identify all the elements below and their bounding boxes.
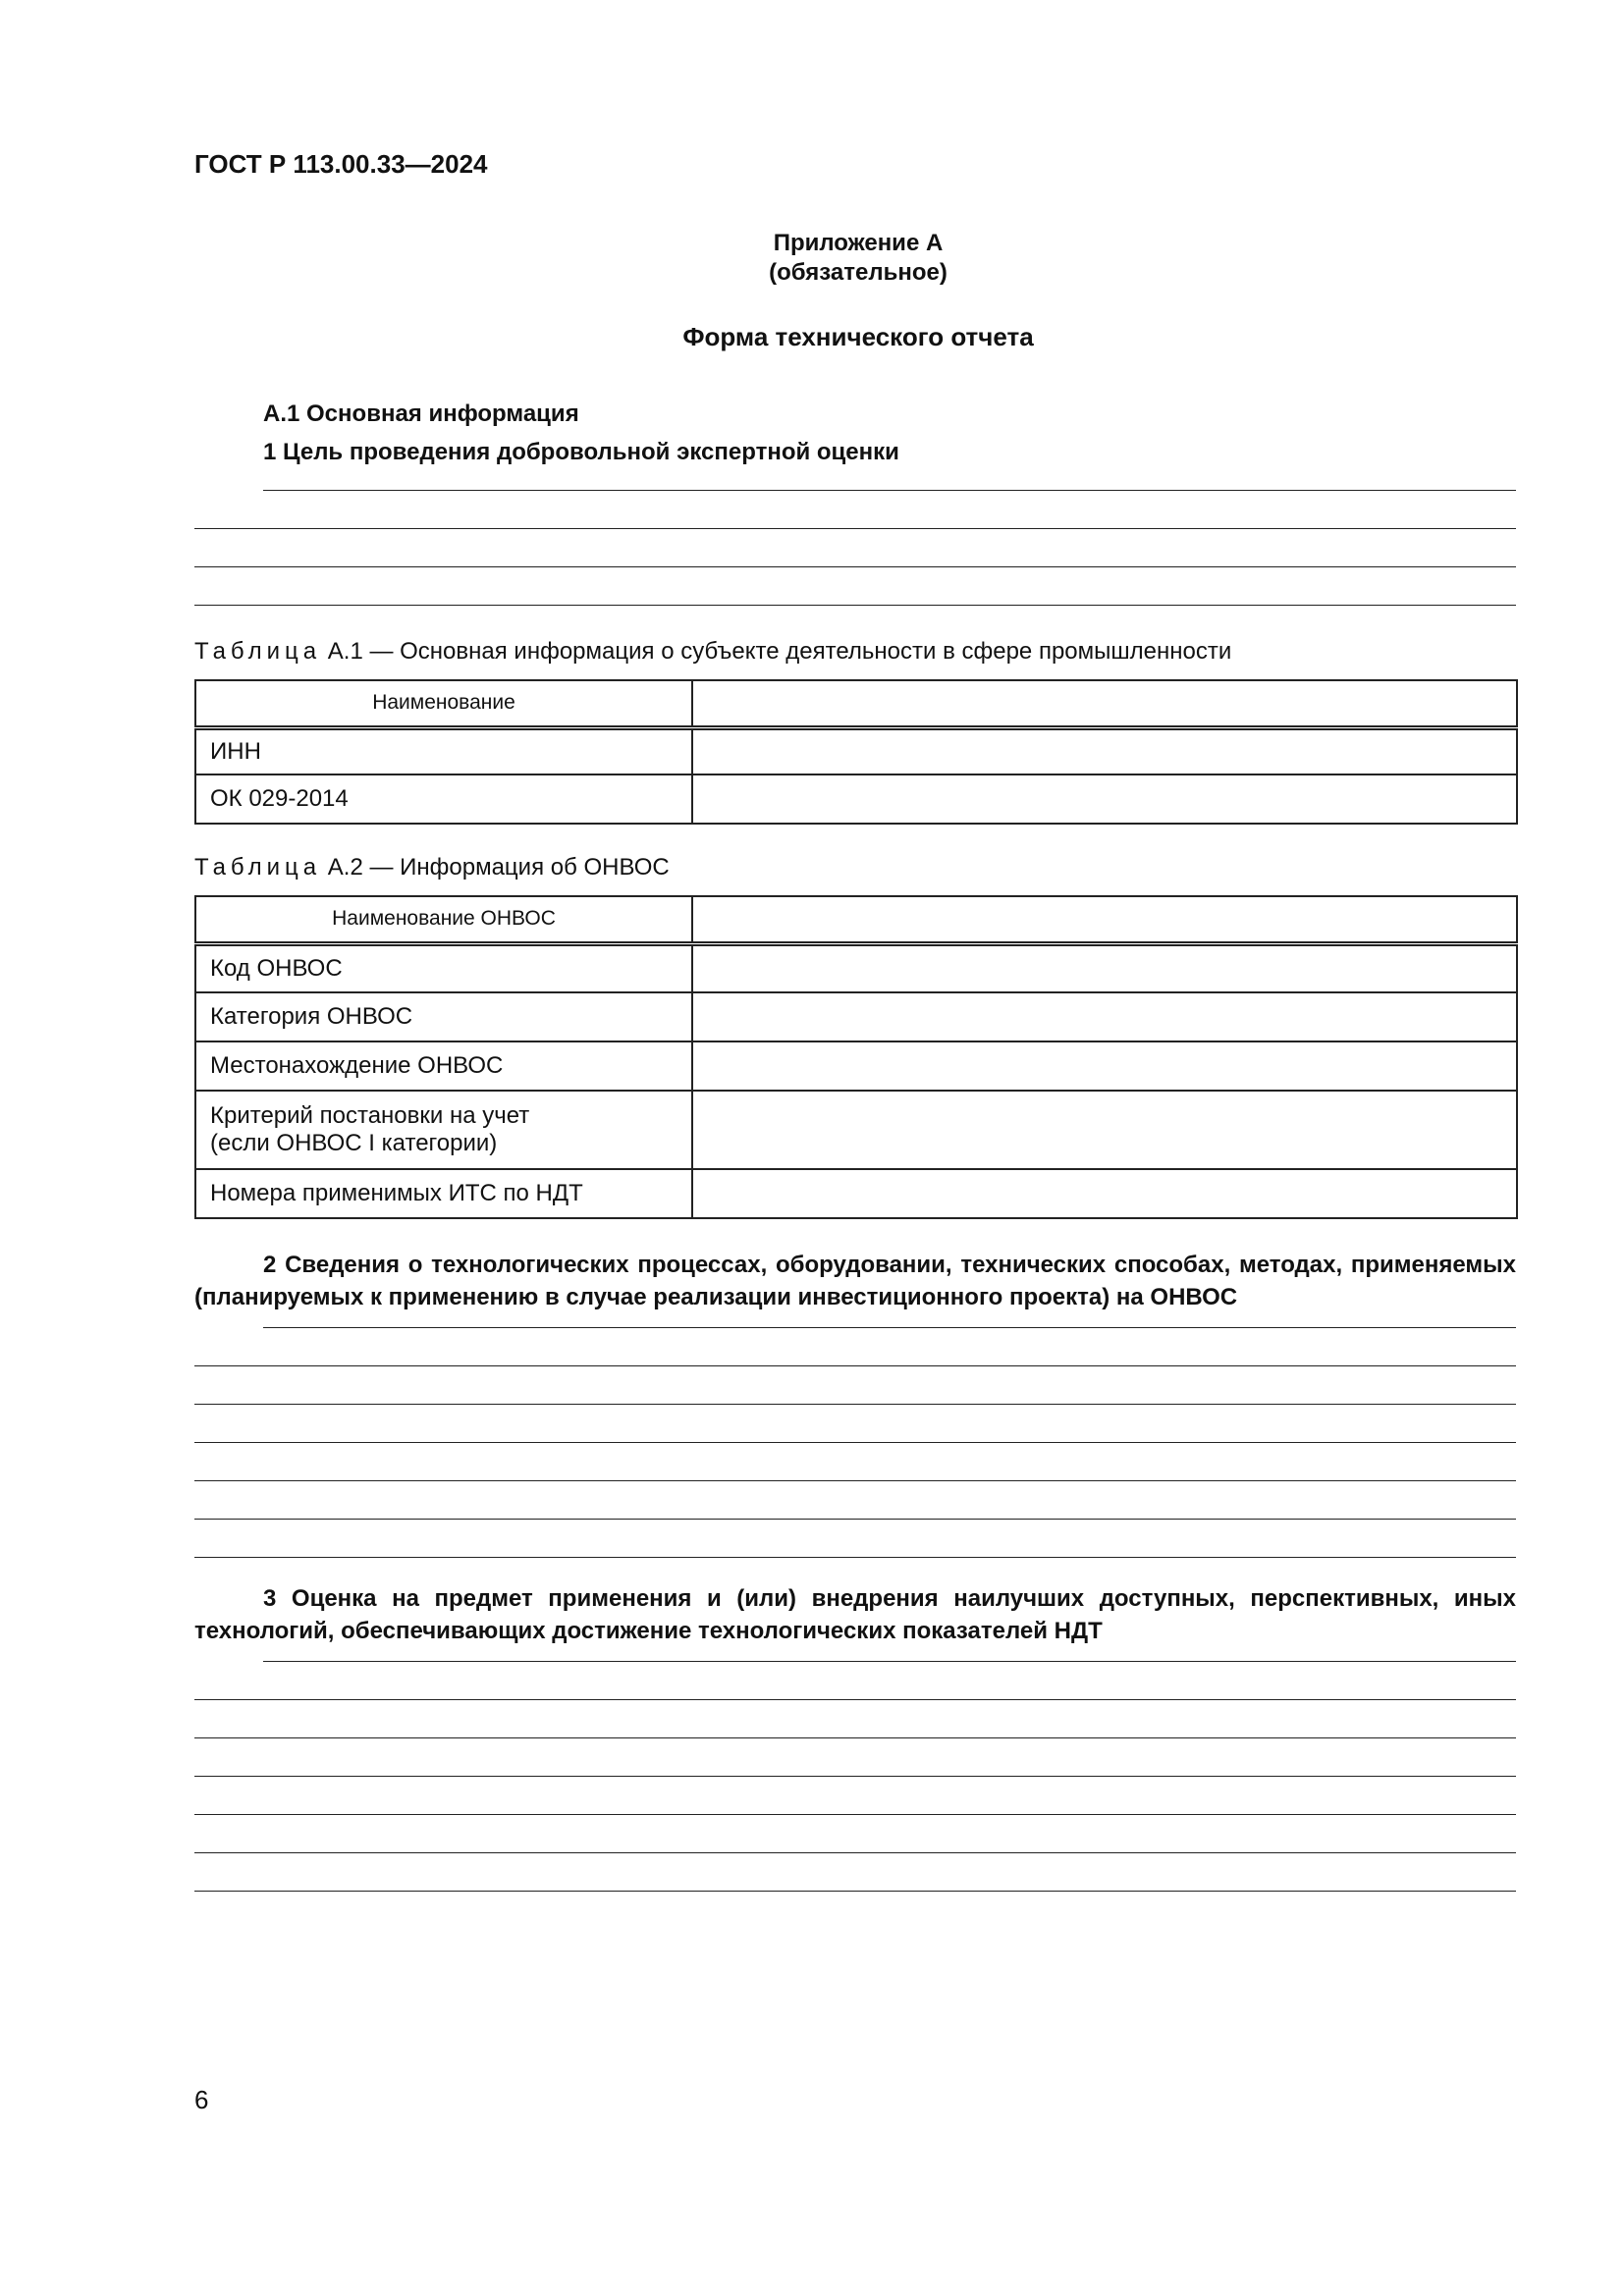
blank-line[interactable] bbox=[194, 1814, 1516, 1815]
table-a2-label-its: Номера применимых ИТС по НДТ bbox=[195, 1169, 692, 1218]
table-a2-label-location: Местонахождение ОНВОС bbox=[195, 1041, 692, 1091]
table-a2-label-code: Код ОНВОС bbox=[195, 943, 692, 992]
blank-line[interactable] bbox=[194, 605, 1516, 606]
blank-line[interactable] bbox=[194, 1557, 1516, 1558]
section3-heading: 3 Оценка на предмет применения и (или) внедрения наилучших доступных, перспективных, иных технологий, обеспечивающих достижение технологических показателей НДТ bbox=[194, 1585, 1516, 1644]
blank-line[interactable] bbox=[194, 566, 1516, 567]
table-a2-value-cell[interactable] bbox=[692, 1041, 1517, 1091]
blank-line[interactable] bbox=[194, 1365, 1516, 1366]
table-row bbox=[195, 680, 1517, 727]
table-a1-label-okved: ОК 029-2014 bbox=[195, 774, 692, 824]
table-a2-label-criterion bbox=[195, 1091, 692, 1169]
table-a1-caption bbox=[194, 638, 1231, 666]
blank-line[interactable] bbox=[194, 1519, 1516, 1520]
table-row bbox=[195, 1091, 1517, 1169]
table-row bbox=[195, 896, 1517, 943]
table-a2-label-category: Категория ОНВОС bbox=[195, 992, 692, 1041]
criterion-line-1: Критерий постановки на учет bbox=[210, 1102, 530, 1129]
table-a2-header-cell: Наименование ОНВОС bbox=[195, 896, 692, 943]
criterion-line-2: (если ОНВОС I категории) bbox=[210, 1130, 498, 1156]
table-a2-caption-word: Таблица bbox=[194, 854, 322, 881]
table-row bbox=[195, 727, 1517, 774]
document-code: ГОСТ Р 113.00.33—2024 bbox=[194, 149, 488, 179]
item1-heading: 1 Цель проведения добровольной экспертной оценки bbox=[263, 439, 899, 465]
blank-line[interactable] bbox=[194, 1852, 1516, 1853]
blank-line[interactable] bbox=[194, 1737, 1516, 1738]
table-a1-value-cell[interactable] bbox=[692, 680, 1517, 727]
table-a2-value-cell[interactable] bbox=[692, 992, 1517, 1041]
table-a2-caption-text: А.2 — Информация об ОНВОС bbox=[321, 854, 670, 881]
table-a1-header-cell: Наименование bbox=[195, 680, 692, 727]
table-a2-value-cell[interactable] bbox=[692, 943, 1517, 992]
blank-line[interactable] bbox=[263, 490, 1516, 491]
table-a1-label-inn: ИНН bbox=[195, 727, 692, 774]
table-a2-value-cell[interactable] bbox=[692, 896, 1517, 943]
blank-line[interactable] bbox=[263, 1327, 1516, 1328]
table-row bbox=[195, 1169, 1517, 1218]
blank-line[interactable] bbox=[194, 1442, 1516, 1443]
annex-status: (обязательное) bbox=[769, 259, 947, 286]
table-a1-caption-word: Таблица bbox=[194, 638, 322, 665]
page-number: 6 bbox=[194, 2085, 209, 2114]
blank-line[interactable] bbox=[194, 528, 1516, 529]
table-a2-caption bbox=[194, 854, 670, 881]
blank-line[interactable] bbox=[194, 1404, 1516, 1405]
table-a1 bbox=[194, 679, 1518, 825]
blank-line[interactable] bbox=[194, 1776, 1516, 1777]
section2-heading: 2 Сведения о технологических процессах, оборудовании, технических способах, методах, применяемых (планируемых к применению в случае реализации инвестиционного проекта) на ОНВОС bbox=[194, 1252, 1516, 1310]
table-row bbox=[195, 1041, 1517, 1091]
table-a2-value-cell[interactable] bbox=[692, 1169, 1517, 1218]
annex-title: Приложение А bbox=[773, 230, 944, 256]
table-row bbox=[195, 992, 1517, 1041]
table-a2 bbox=[194, 895, 1518, 1219]
table-a1-caption-text: А.1 — Основная информация о субъекте деятельности в сфере промышленности bbox=[321, 638, 1232, 665]
table-row bbox=[195, 774, 1517, 824]
blank-line[interactable] bbox=[194, 1480, 1516, 1481]
form-title: Форма технического отчета bbox=[682, 322, 1034, 351]
table-a1-value-cell[interactable] bbox=[692, 727, 1517, 774]
table-a1-value-cell[interactable] bbox=[692, 774, 1517, 824]
blank-line[interactable] bbox=[263, 1661, 1516, 1662]
blank-line[interactable] bbox=[194, 1699, 1516, 1700]
blank-line[interactable] bbox=[194, 1891, 1516, 1892]
table-a2-value-cell[interactable] bbox=[692, 1091, 1517, 1169]
table-row bbox=[195, 943, 1517, 992]
section-a1-heading: А.1 Основная информация bbox=[263, 400, 579, 427]
